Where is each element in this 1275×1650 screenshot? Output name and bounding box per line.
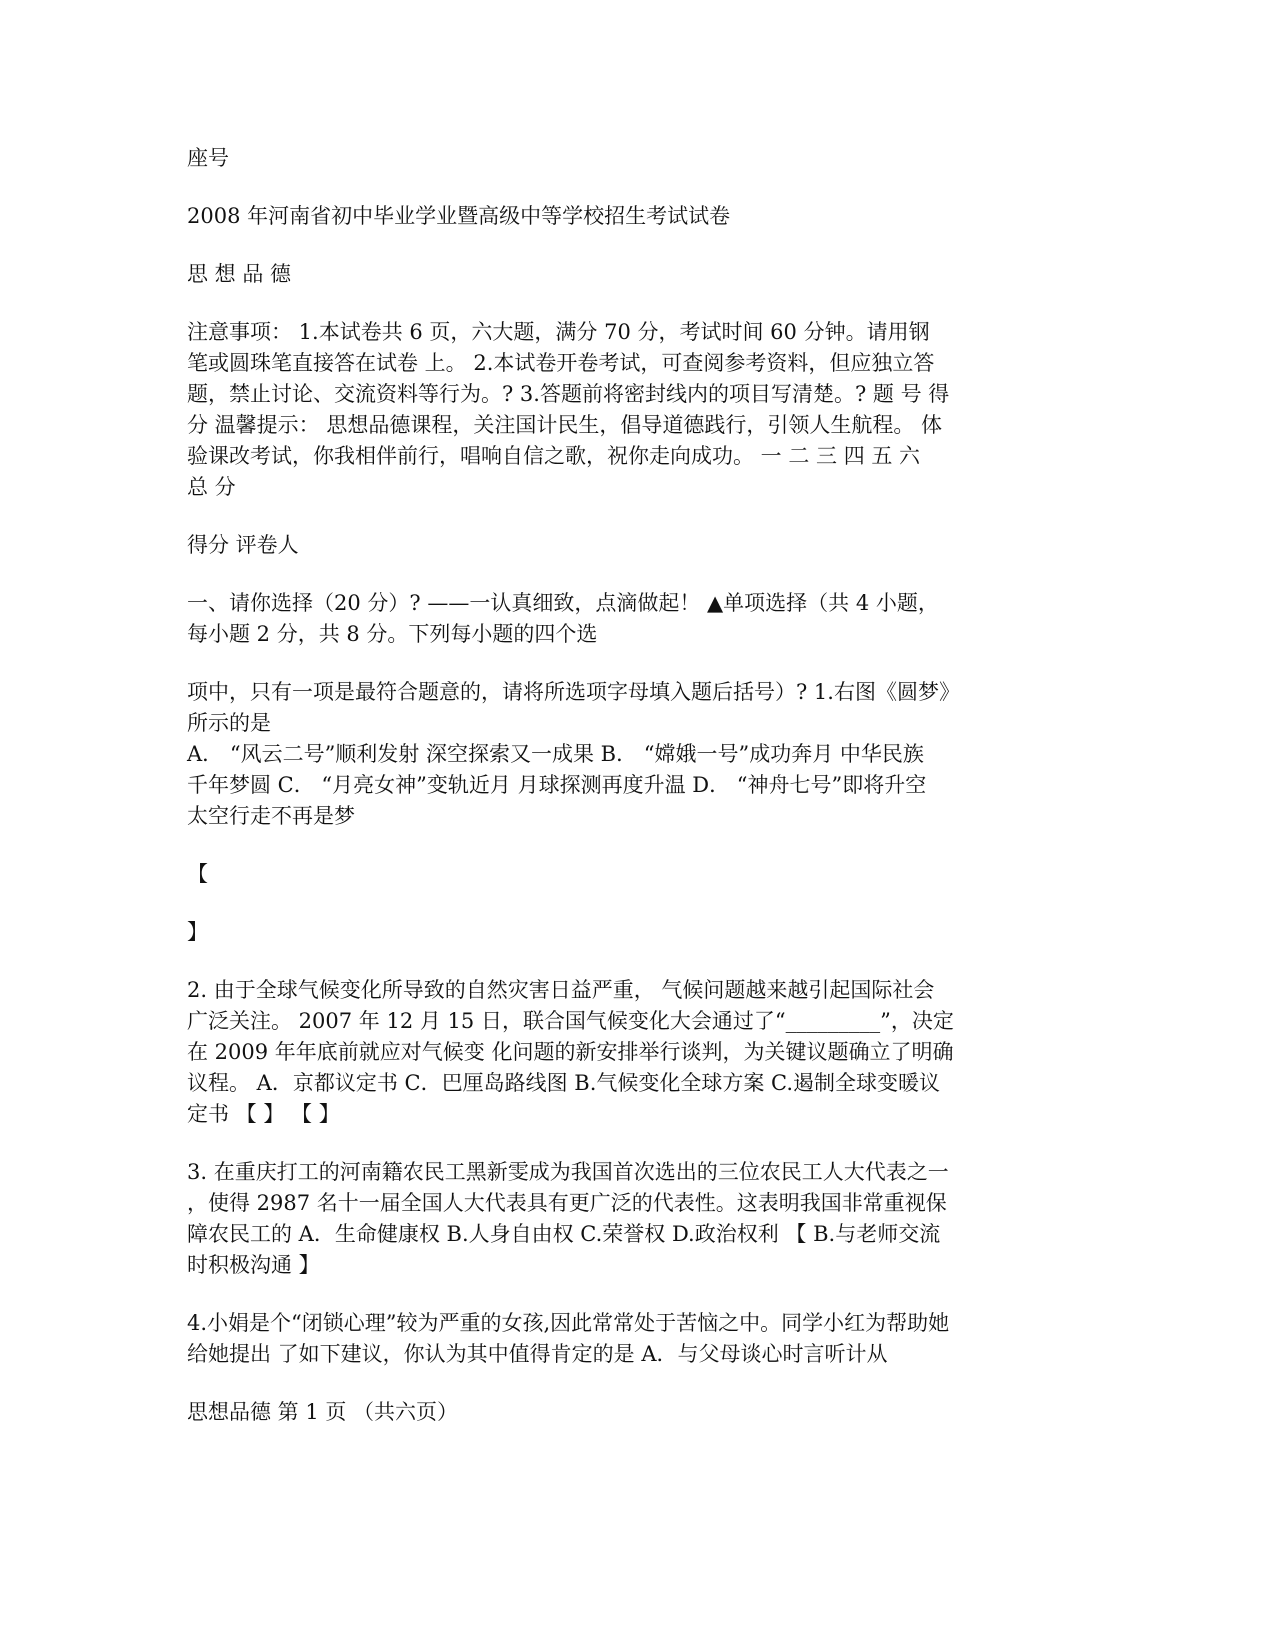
question-2-line: 广泛关注。 2007 年 12 月 15 日，联合国气候变化大会通过了“_________”，决定: [187, 1009, 954, 1033]
question-3-line: 障农民工的 A．生命健康权 B.人身自由权 C.荣誉权 D.政治权利 【 B.与老师交流: [187, 1222, 941, 1246]
subject-heading: 思 想 品 德: [187, 262, 292, 286]
question-1-line: A． “风云二号”顺利发射 深空探索又一成果 B． “嫦娥一号”成功奔月 中华民族: [187, 742, 924, 766]
question-2-line: 2. 由于全球气候变化所导致的自然灾害日益严重， 气候问题越来越引起国际社会: [187, 978, 935, 1002]
page-footer: 思想品德 第 1 页 （共六页）: [187, 1400, 459, 1424]
notice-line: 题，禁止讨论、交流资料等行为。? 3.答题前将密封线内的项目写清楚。? 题 号 得: [187, 382, 950, 406]
question-2-line: 在 2009 年年底前就应对气候变 化问题的新安排举行谈判，为关键议题确立了明确: [187, 1040, 954, 1064]
notice-line: 注意事项： 1.本试卷共 6 页，六大题，满分 70 分，考试时间 60 分钟。请用钢: [187, 320, 930, 344]
exam-title: 2008 年河南省初中毕业学业暨高级中等学校招生考试试卷: [187, 204, 731, 228]
question-2-line: 定书 【 】 【 】: [187, 1102, 340, 1126]
question-1-line: 项中，只有一项是最符合题意的，请将所选项字母填入题后括号）? 1.右图《圆梦》: [187, 680, 960, 704]
section1-line: 一、请你选择（20 分）? ——一认真细致，点滴做起！ ▲单项选择（共 4 小题，: [187, 591, 939, 615]
question-3-line: 3. 在重庆打工的河南籍农民工黑新雯成为我国首次选出的三位农民工人大代表之一: [187, 1160, 949, 1184]
answer-bracket-open: 【: [187, 862, 208, 886]
question-2-line: 议程。 A．京都议定书 C．巴厘岛路线图 B.气候变化全球方案 C.遏制全球变暖议: [187, 1071, 941, 1095]
question-1-line: 千年梦圆 C． “月亮女神”变轨近月 月球探测再度升温 D． “神舟七号”即将升空: [187, 773, 927, 797]
answer-bracket-close: 】: [187, 920, 208, 944]
notice-line: 笔或圆珠笔直接答在试卷 上。 2.本试卷开卷考试，可查阅参考资料，但应独立答: [187, 351, 935, 375]
seat-label: 座号: [187, 146, 229, 170]
score-grader-label: 得分 评卷人: [187, 533, 299, 557]
question-1-line: 太空行走不再是梦: [187, 804, 355, 828]
notice-line: 验课改考试，你我相伴前行，唱响自信之歌，祝你走向成功。 一 二 三 四 五 六: [187, 444, 921, 468]
notice-line: 总 分: [187, 475, 236, 499]
question-4-line: 给她提出 了如下建议，你认为其中值得肯定的是 A．与父母谈心时言听计从: [187, 1342, 888, 1366]
question-1-line: 所示的是: [187, 711, 271, 735]
question-4-line: 4.小娟是个“闭锁心理”较为严重的女孩,因此常常处于苦恼之中。同学小红为帮助她: [187, 1311, 950, 1335]
question-3-line: 时积极沟通 】: [187, 1253, 320, 1277]
section1-line: 每小题 2 分，共 8 分。下列每小题的四个选: [187, 622, 598, 646]
notice-line: 分 温馨提示： 思想品德课程，关注国计民生，倡导道德践行，引领人生航程。 体: [187, 413, 943, 437]
question-3-line: ，使得 2987 名十一届全国人大代表具有更广泛的代表性。这表明我国非常重视保: [187, 1191, 947, 1215]
